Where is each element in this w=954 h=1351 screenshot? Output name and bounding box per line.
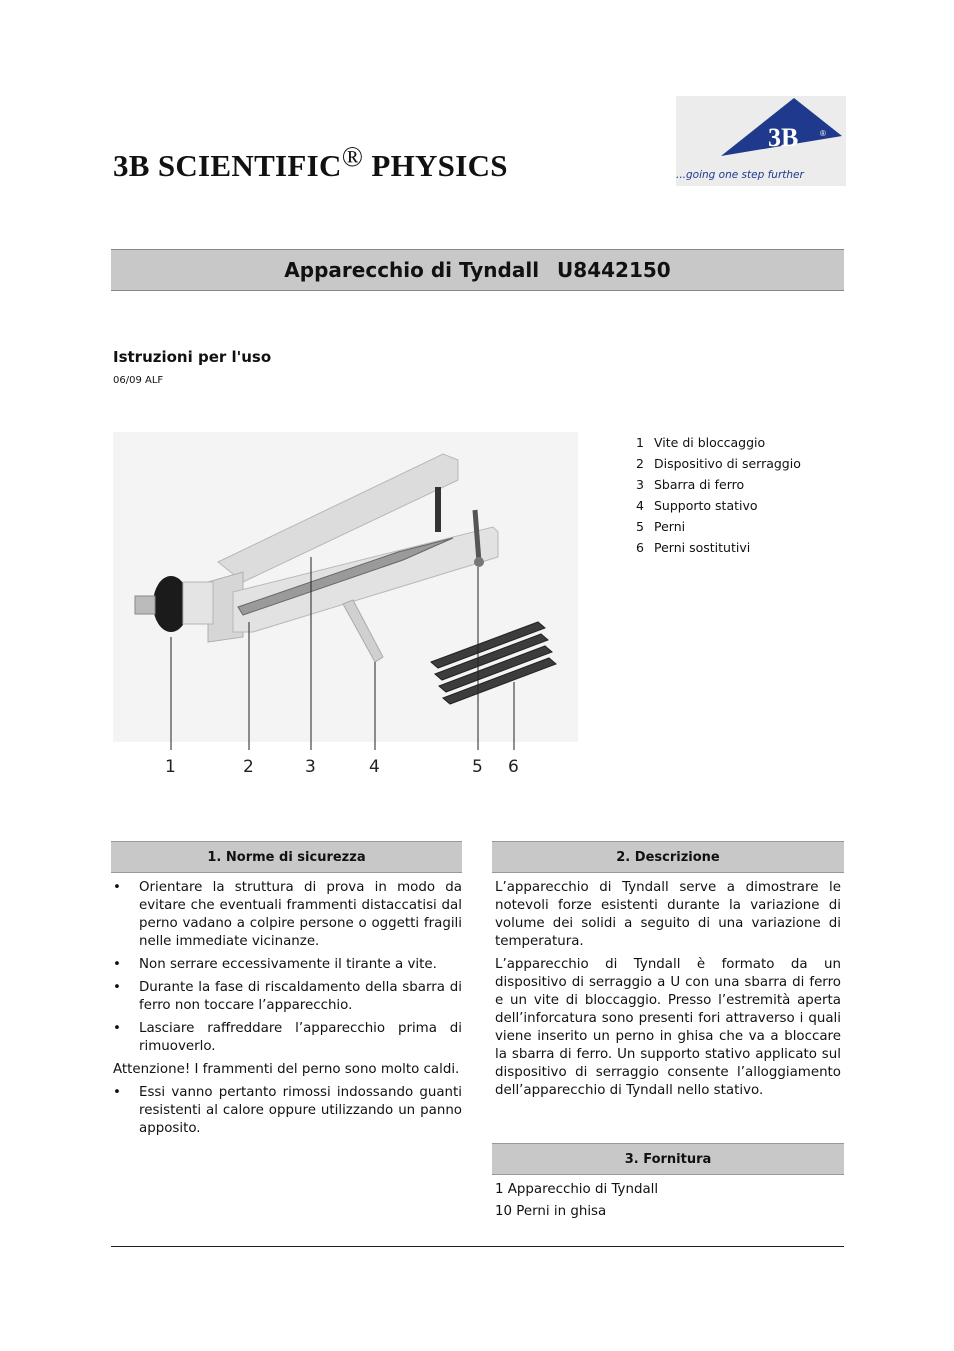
- description-paragraph: L’apparecchio di Tyndall è formato da un dispositivo di serraggio a U con una sbarra di ferro e un vite di bloccaggio. Presso l’estremità aperta dell’inforcatura sono presenti fori attraverso i quali viene inserito un perno in ghisa che va a bloccare la sbarra di ferro. Un supporto stativo applicato sul dispositivo di serraggio consente l’alloggiamento dell’apparecchio di Tyndall nello stativo.: [495, 957, 841, 1098]
- registered-mark: ®: [341, 142, 364, 173]
- logo-text: 3B: [768, 123, 799, 152]
- safety-bullet: • Orientare la struttura di prova in modo da evitare che eventuali frammenti distaccatisi dal perno vadano a colpire persone o oggetti fragili nelle immediate vicinanze.: [111, 879, 462, 951]
- legend-item: 6 Perni sostitutivi: [636, 540, 751, 555]
- legend-item: 4 Supporto stativo: [636, 498, 758, 513]
- callout-5: 5: [472, 757, 483, 777]
- callout-6: 6: [508, 757, 519, 777]
- description-paragraph: L’apparecchio di Tyndall serve a dimostrare le notevoli forze esistenti durante la variazione di volume dei solidi a seguito di una variazione di temperatura.: [495, 880, 841, 949]
- document-date: 06/09 ALF: [113, 375, 164, 386]
- instructions-heading: Istruzioni per l'uso: [113, 348, 272, 366]
- legend-item: 5 Perni: [636, 519, 686, 534]
- parts-legend: [636, 432, 801, 558]
- supply-item: 10 Perni in ghisa: [495, 1204, 607, 1219]
- apparatus-figure: [113, 432, 578, 782]
- legend-item: 1 Vite di bloccaggio: [636, 435, 766, 450]
- callout-4: 4: [369, 757, 380, 777]
- section-heading: 2. Descrizione: [492, 841, 844, 873]
- section-description: [492, 841, 844, 1105]
- warning-text: Attenzione! I frammenti del perno sono molto caldi.: [113, 1062, 460, 1077]
- slogan: ...going one step further: [676, 169, 804, 181]
- legend-item: 2 Dispositivo di serraggio: [636, 456, 801, 471]
- 3b-logo: [676, 96, 846, 186]
- footer-rule: [111, 1246, 844, 1247]
- section-safety: [111, 841, 462, 1143]
- safety-bullet: • Essi vanno pertanto rimossi indossando guanti resistenti al calore oppure utilizzando un panno apposito.: [111, 1084, 462, 1138]
- brand-suffix: PHYSICS: [363, 148, 508, 183]
- product-code: U8442150: [557, 258, 671, 282]
- product-name: Apparecchio di Tyndall: [284, 258, 540, 282]
- section-heading: 1. Norme di sicurezza: [111, 841, 462, 873]
- callout-1: 1: [165, 757, 176, 777]
- callout-2: 2: [243, 757, 254, 777]
- section-heading: 3. Fornitura: [492, 1143, 844, 1175]
- supply-item: 1 Apparecchio di Tyndall: [495, 1182, 659, 1197]
- section-supply: [492, 1143, 844, 1223]
- safety-bullet: • Durante la fase di riscaldamento della sbarra di ferro non toccare l’apparecchio.: [111, 979, 462, 1015]
- callout-3: 3: [305, 757, 316, 777]
- safety-bullet: • Non serrare eccessivamente il tirante a vite.: [111, 956, 462, 974]
- brand-title: [113, 142, 508, 184]
- product-title-bar: [111, 249, 844, 291]
- legend-item: 3 Sbarra di ferro: [636, 477, 745, 492]
- brand-name: 3B SCIENTIFIC: [113, 148, 342, 183]
- safety-bullet: • Lasciare raffreddare l’apparecchio prima di rimuoverlo.: [111, 1020, 462, 1056]
- logo-registered: ®: [820, 129, 826, 138]
